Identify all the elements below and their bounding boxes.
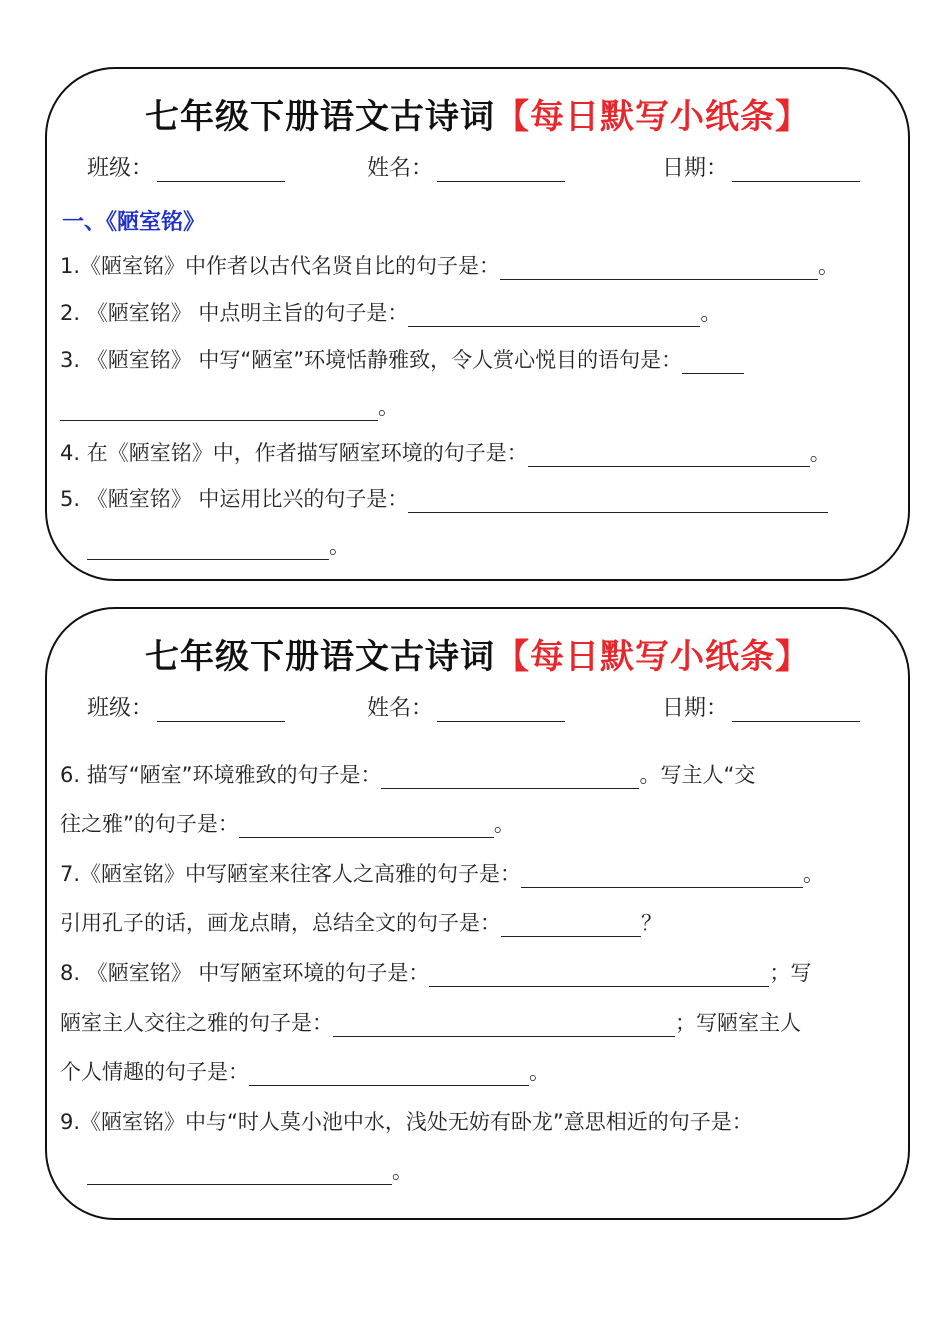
answer-blank[interactable] <box>528 442 810 467</box>
question-7-continued <box>60 907 895 937</box>
name-field <box>367 691 565 722</box>
name-label: 姓名： <box>367 156 434 181</box>
question-1 <box>60 250 895 280</box>
name-blank[interactable] <box>437 155 565 182</box>
answer-blank[interactable] <box>60 396 378 421</box>
class-field <box>87 151 285 182</box>
question-8-continued-2 <box>60 1056 895 1086</box>
answer-blank[interactable] <box>408 302 700 327</box>
date-label: 日期： <box>662 156 729 181</box>
dictation-card-1 <box>45 67 910 581</box>
end-mark: 。 <box>818 254 840 278</box>
title-main: 七年级下册语文古诗词 <box>145 97 495 137</box>
date-blank[interactable] <box>732 695 860 722</box>
class-blank[interactable] <box>157 695 285 722</box>
answer-blank[interactable] <box>87 1160 392 1185</box>
question-6-continued <box>60 808 895 838</box>
answer-blank[interactable] <box>249 1061 529 1086</box>
card-title <box>47 89 908 138</box>
end-mark: 。 <box>809 441 831 465</box>
question-3 <box>60 344 895 374</box>
date-label: 日期： <box>662 696 729 721</box>
question-8-text-end: ；写 <box>769 961 812 985</box>
question-7-text-b: 引用孔子的话，画龙点睛，总结全文的句子是： <box>60 911 501 935</box>
question-6-text-b: 。写主人“交 <box>639 763 756 787</box>
question-9-text: 9.《陋室铭》中与“时人莫小池中水，浅处无妨有卧龙”意思相近的句子是： <box>60 1110 753 1134</box>
answer-blank[interactable] <box>682 349 744 374</box>
question-8-continued <box>60 1007 895 1037</box>
answer-blank[interactable] <box>500 255 818 280</box>
class-field <box>87 691 285 722</box>
card-title <box>47 629 908 678</box>
answer-blank[interactable] <box>333 1012 675 1037</box>
answer-blank[interactable] <box>87 535 329 560</box>
question-8 <box>60 957 895 987</box>
name-blank[interactable] <box>437 695 565 722</box>
answer-blank[interactable] <box>501 912 641 937</box>
end-mark: 。 <box>329 534 350 558</box>
class-label: 班级： <box>87 696 154 721</box>
question-6 <box>60 759 895 789</box>
name-field <box>367 151 565 182</box>
answer-blank[interactable] <box>521 863 803 888</box>
class-blank[interactable] <box>157 155 285 182</box>
title-main: 七年级下册语文古诗词 <box>145 637 495 677</box>
title-accent: 【每日默写小纸条】 <box>495 637 810 677</box>
answer-blank[interactable] <box>239 813 494 838</box>
title-accent: 【每日默写小纸条】 <box>495 97 810 137</box>
answer-blank[interactable] <box>381 764 639 789</box>
question-3-text: 3. 《陋室铭》 中写“陋室”环境恬静雅致，令人赏心悦目的语句是： <box>60 348 683 372</box>
question-6-text-c: 往之雅”的句子是： <box>60 812 239 836</box>
question-8-text-c: 个人情趣的句子是： <box>60 1060 249 1084</box>
question-8-text-b-end: ；写陋室主人 <box>675 1011 801 1035</box>
end-mark: 。 <box>803 862 825 886</box>
question-9-continued <box>87 1155 922 1185</box>
question-mark: ？ <box>641 911 662 935</box>
dictation-card-2 <box>45 607 910 1220</box>
student-info-row <box>47 151 908 191</box>
question-5 <box>60 483 895 513</box>
section-heading: 一、《陋室铭》 <box>62 210 206 235</box>
question-1-text: 1.《陋室铭》中作者以古代名贤自比的句子是： <box>60 254 501 278</box>
end-mark: 。 <box>493 812 515 836</box>
question-5-text: 5. 《陋室铭》 中运用比兴的句子是： <box>60 487 409 511</box>
date-field <box>662 151 860 182</box>
answer-blank[interactable] <box>429 962 769 987</box>
question-7 <box>60 858 895 888</box>
question-7-text: 7.《陋室铭》中写陋室来往客人之高雅的句子是： <box>60 862 522 886</box>
class-label: 班级： <box>87 156 154 181</box>
end-mark: 。 <box>700 301 722 325</box>
student-info-row <box>47 691 908 731</box>
question-4-text: 4. 在《陋室铭》中，作者描写陋室环境的句子是： <box>60 441 528 465</box>
question-8-text-b: 陋室主人交往之雅的句子是： <box>60 1011 333 1035</box>
name-label: 姓名： <box>367 696 434 721</box>
date-field <box>662 691 860 722</box>
answer-blank[interactable] <box>408 488 828 513</box>
end-mark: 。 <box>378 395 399 419</box>
question-8-text: 8. 《陋室铭》 中写陋室环境的句子是： <box>60 961 430 985</box>
question-2 <box>60 297 895 327</box>
question-4 <box>60 437 895 467</box>
question-6-text: 6. 描写“陋室”环境雅致的句子是： <box>60 763 382 787</box>
end-mark: 。 <box>529 1060 550 1084</box>
date-blank[interactable] <box>732 155 860 182</box>
question-9 <box>60 1106 895 1136</box>
question-2-text: 2. 《陋室铭》 中点明主旨的句子是： <box>60 301 409 325</box>
end-mark: 。 <box>392 1159 413 1183</box>
question-5-continued <box>87 530 922 560</box>
question-3-continued <box>60 391 895 421</box>
